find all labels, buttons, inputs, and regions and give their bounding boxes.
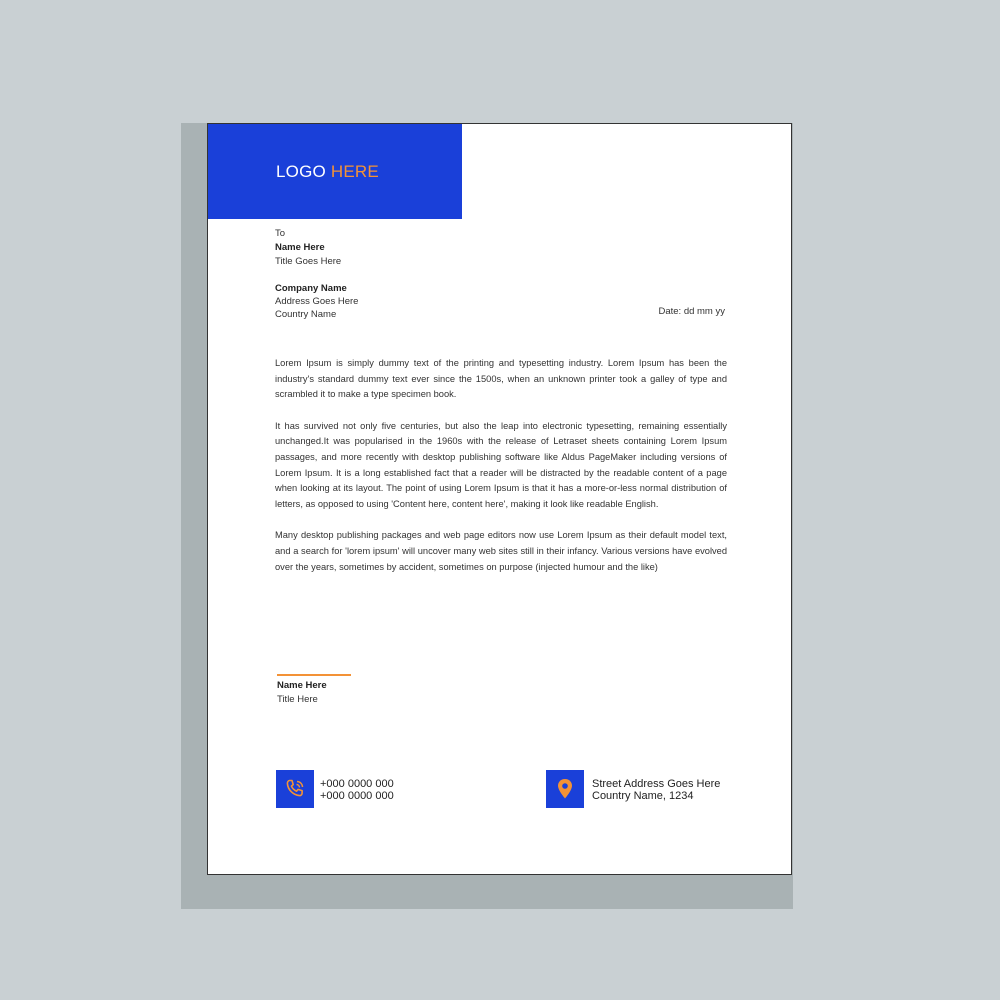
signature-title: Title Here <box>277 694 318 705</box>
letter-date: Date: dd mm yy <box>658 306 725 317</box>
address-line: Country Name, 1234 <box>592 790 694 802</box>
recipient-name: Name Here <box>275 242 325 253</box>
company-block <box>275 282 358 321</box>
location-pin-icon <box>546 770 584 808</box>
address-line: Street Address Goes Here <box>592 778 721 790</box>
body-paragraph: Lorem Ipsum is simply dummy text of the printing and typesetting industry. Lorem Ipsum has been the industry's standard dummy text ever since the 1500s, when an unknown printer took a galley of type and scrambled it to make a type specimen book. <box>275 358 727 400</box>
logo-text-primary: LOGO <box>276 162 326 181</box>
logo-band <box>208 124 462 219</box>
recipient-block <box>275 227 341 269</box>
to-label: To <box>275 228 286 239</box>
signature-block <box>277 679 327 707</box>
letterhead-page <box>207 123 792 875</box>
letter-body <box>275 356 727 591</box>
body-paragraph: Many desktop publishing packages and web page editors now use Lorem Ipsum as their default model text, and a search for 'lorem ipsum' will uncover many web sites still in their infancy. Various versions have evolved over the years, sometimes by accident, sometimes on purpose (injected humour and the like) <box>275 530 727 572</box>
signature-line <box>277 674 351 676</box>
company-name: Company Name <box>275 283 347 294</box>
logo <box>276 162 379 182</box>
company-country: Country Name <box>275 309 337 320</box>
street-address <box>592 778 720 802</box>
body-paragraph: It has survived not only five centuries, but also the leap into electronic typesetting, remaining essentially unchanged.It was popularised in the 1960s with the release of Letraset sheets containing Lorem Ipsum passages, and more recently with desktop publishing software like Aldus PageMaker including versions of Lorem Ipsum. It is a long established fact that a reader will be distracted by the readable content of a page when looking at its layout. The point of using Lorem Ipsum is that it has a more-or-less normal distribution of letters, as opposed to using 'Content here, content here', making it look like readable English. <box>275 420 727 509</box>
company-address: Address Goes Here <box>275 296 359 307</box>
phone-icon <box>276 770 314 808</box>
phone-numbers <box>320 778 394 802</box>
logo-text-accent: HERE <box>330 162 379 181</box>
recipient-title: Title Goes Here <box>275 256 342 267</box>
signature-name: Name Here <box>277 680 327 691</box>
phone-number: +000 0000 000 <box>320 778 394 790</box>
phone-number: +000 0000 000 <box>320 790 394 802</box>
